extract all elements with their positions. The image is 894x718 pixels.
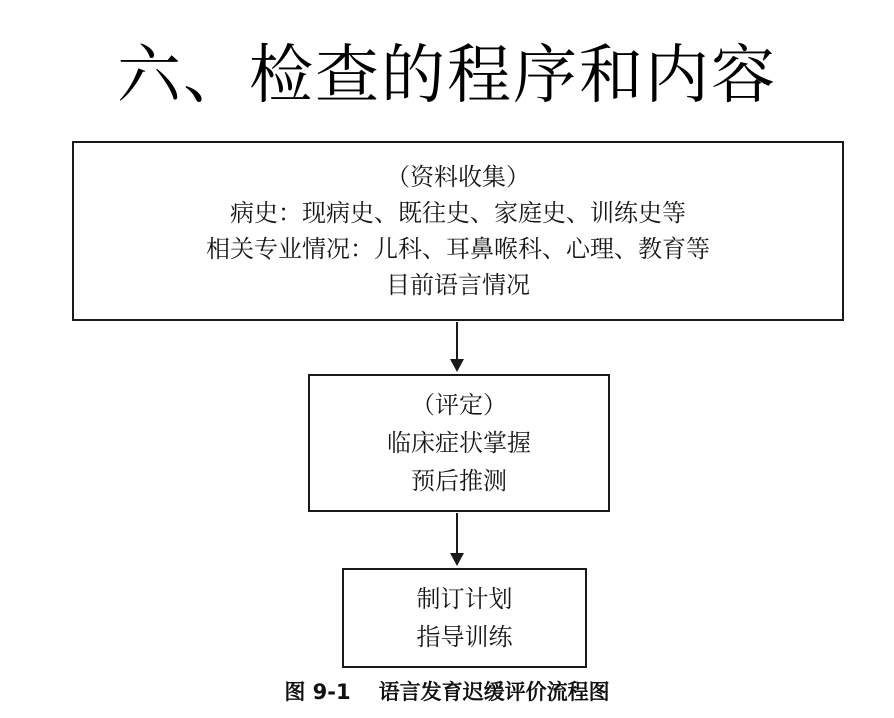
box-line: 目前语言情况 (386, 271, 530, 299)
down-arrow (456, 513, 458, 564)
box-line: 指导训练 (416, 623, 513, 651)
figure-number: 图 9-1 (284, 680, 351, 704)
flow-box-plan (342, 568, 587, 668)
flow-box-data-collection (72, 141, 844, 321)
box-line: 制订计划 (416, 585, 513, 613)
figure-caption-text: 语言发育迟缓评价流程图 (378, 680, 610, 704)
flow-box-assessment (308, 374, 610, 512)
box-line: 临床症状掌握 (387, 429, 531, 457)
box-line: 病史：现病史、既往史、家庭史、训练史等 (230, 199, 686, 227)
figure-caption (0, 676, 894, 708)
slide-title: 六、检查的程序和内容 (117, 39, 777, 113)
box-line: 相关专业情况：儿科、耳鼻喉科、心理、教育等 (206, 235, 710, 263)
box-heading: （资料收集） (386, 163, 530, 191)
box-heading: （评定） (411, 391, 507, 419)
box-line: 预后推测 (411, 467, 507, 495)
down-arrow (456, 322, 458, 370)
